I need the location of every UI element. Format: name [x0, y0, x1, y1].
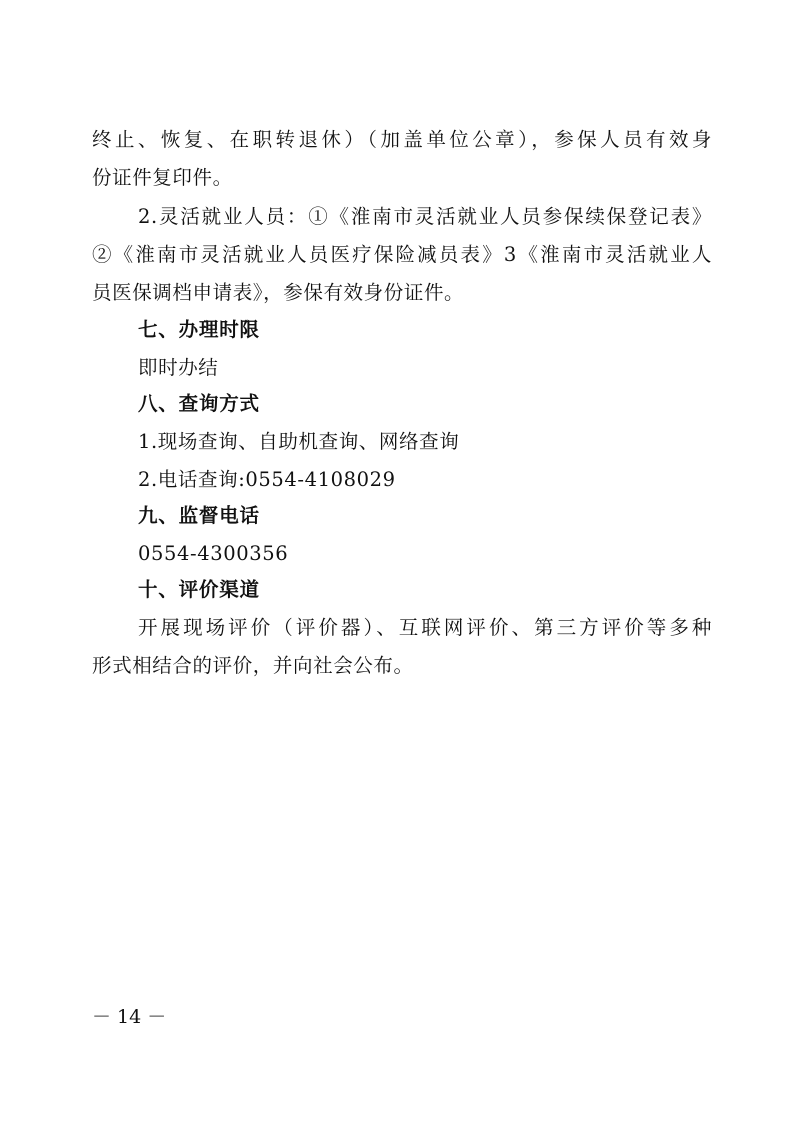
paragraph-line: 员医保调档申请表》，参保有效身份证件。: [92, 281, 465, 304]
section-heading-query-methods: 八、查询方式: [138, 392, 260, 415]
section-body-line: 即时办结: [138, 356, 219, 379]
paragraph-line: 终止、恢复、在职转退休）（加盖单位公章），参保人员有效身: [92, 128, 712, 151]
section-body-line: 0554-4300356: [138, 542, 289, 565]
section-heading-processing-time: 七、办理时限: [138, 318, 260, 341]
section-body-line: 形式相结合的评价，并向社会公布。: [92, 654, 414, 677]
page-number: － 14 －: [92, 1006, 167, 1028]
section-body-line: 开展现场评价（评价器）、互联网评价、第三方评价等多种: [138, 616, 712, 639]
section-body-line: 2.电话查询:0554-4108029: [138, 468, 396, 491]
section-heading-evaluation-channels: 十、评价渠道: [138, 578, 260, 601]
section-body-line: 1.现场查询、自助机查询、网络查询: [138, 430, 460, 453]
paragraph-line: 2.灵活就业人员：①《淮南市灵活就业人员参保续保登记表》: [138, 205, 712, 228]
paragraph-line: ②《淮南市灵活就业人员医疗保险减员表》3《淮南市灵活就业人: [92, 243, 712, 266]
section-heading-supervision-phone: 九、监督电话: [138, 504, 260, 527]
paragraph-line: 份证件复印件。: [92, 166, 233, 189]
